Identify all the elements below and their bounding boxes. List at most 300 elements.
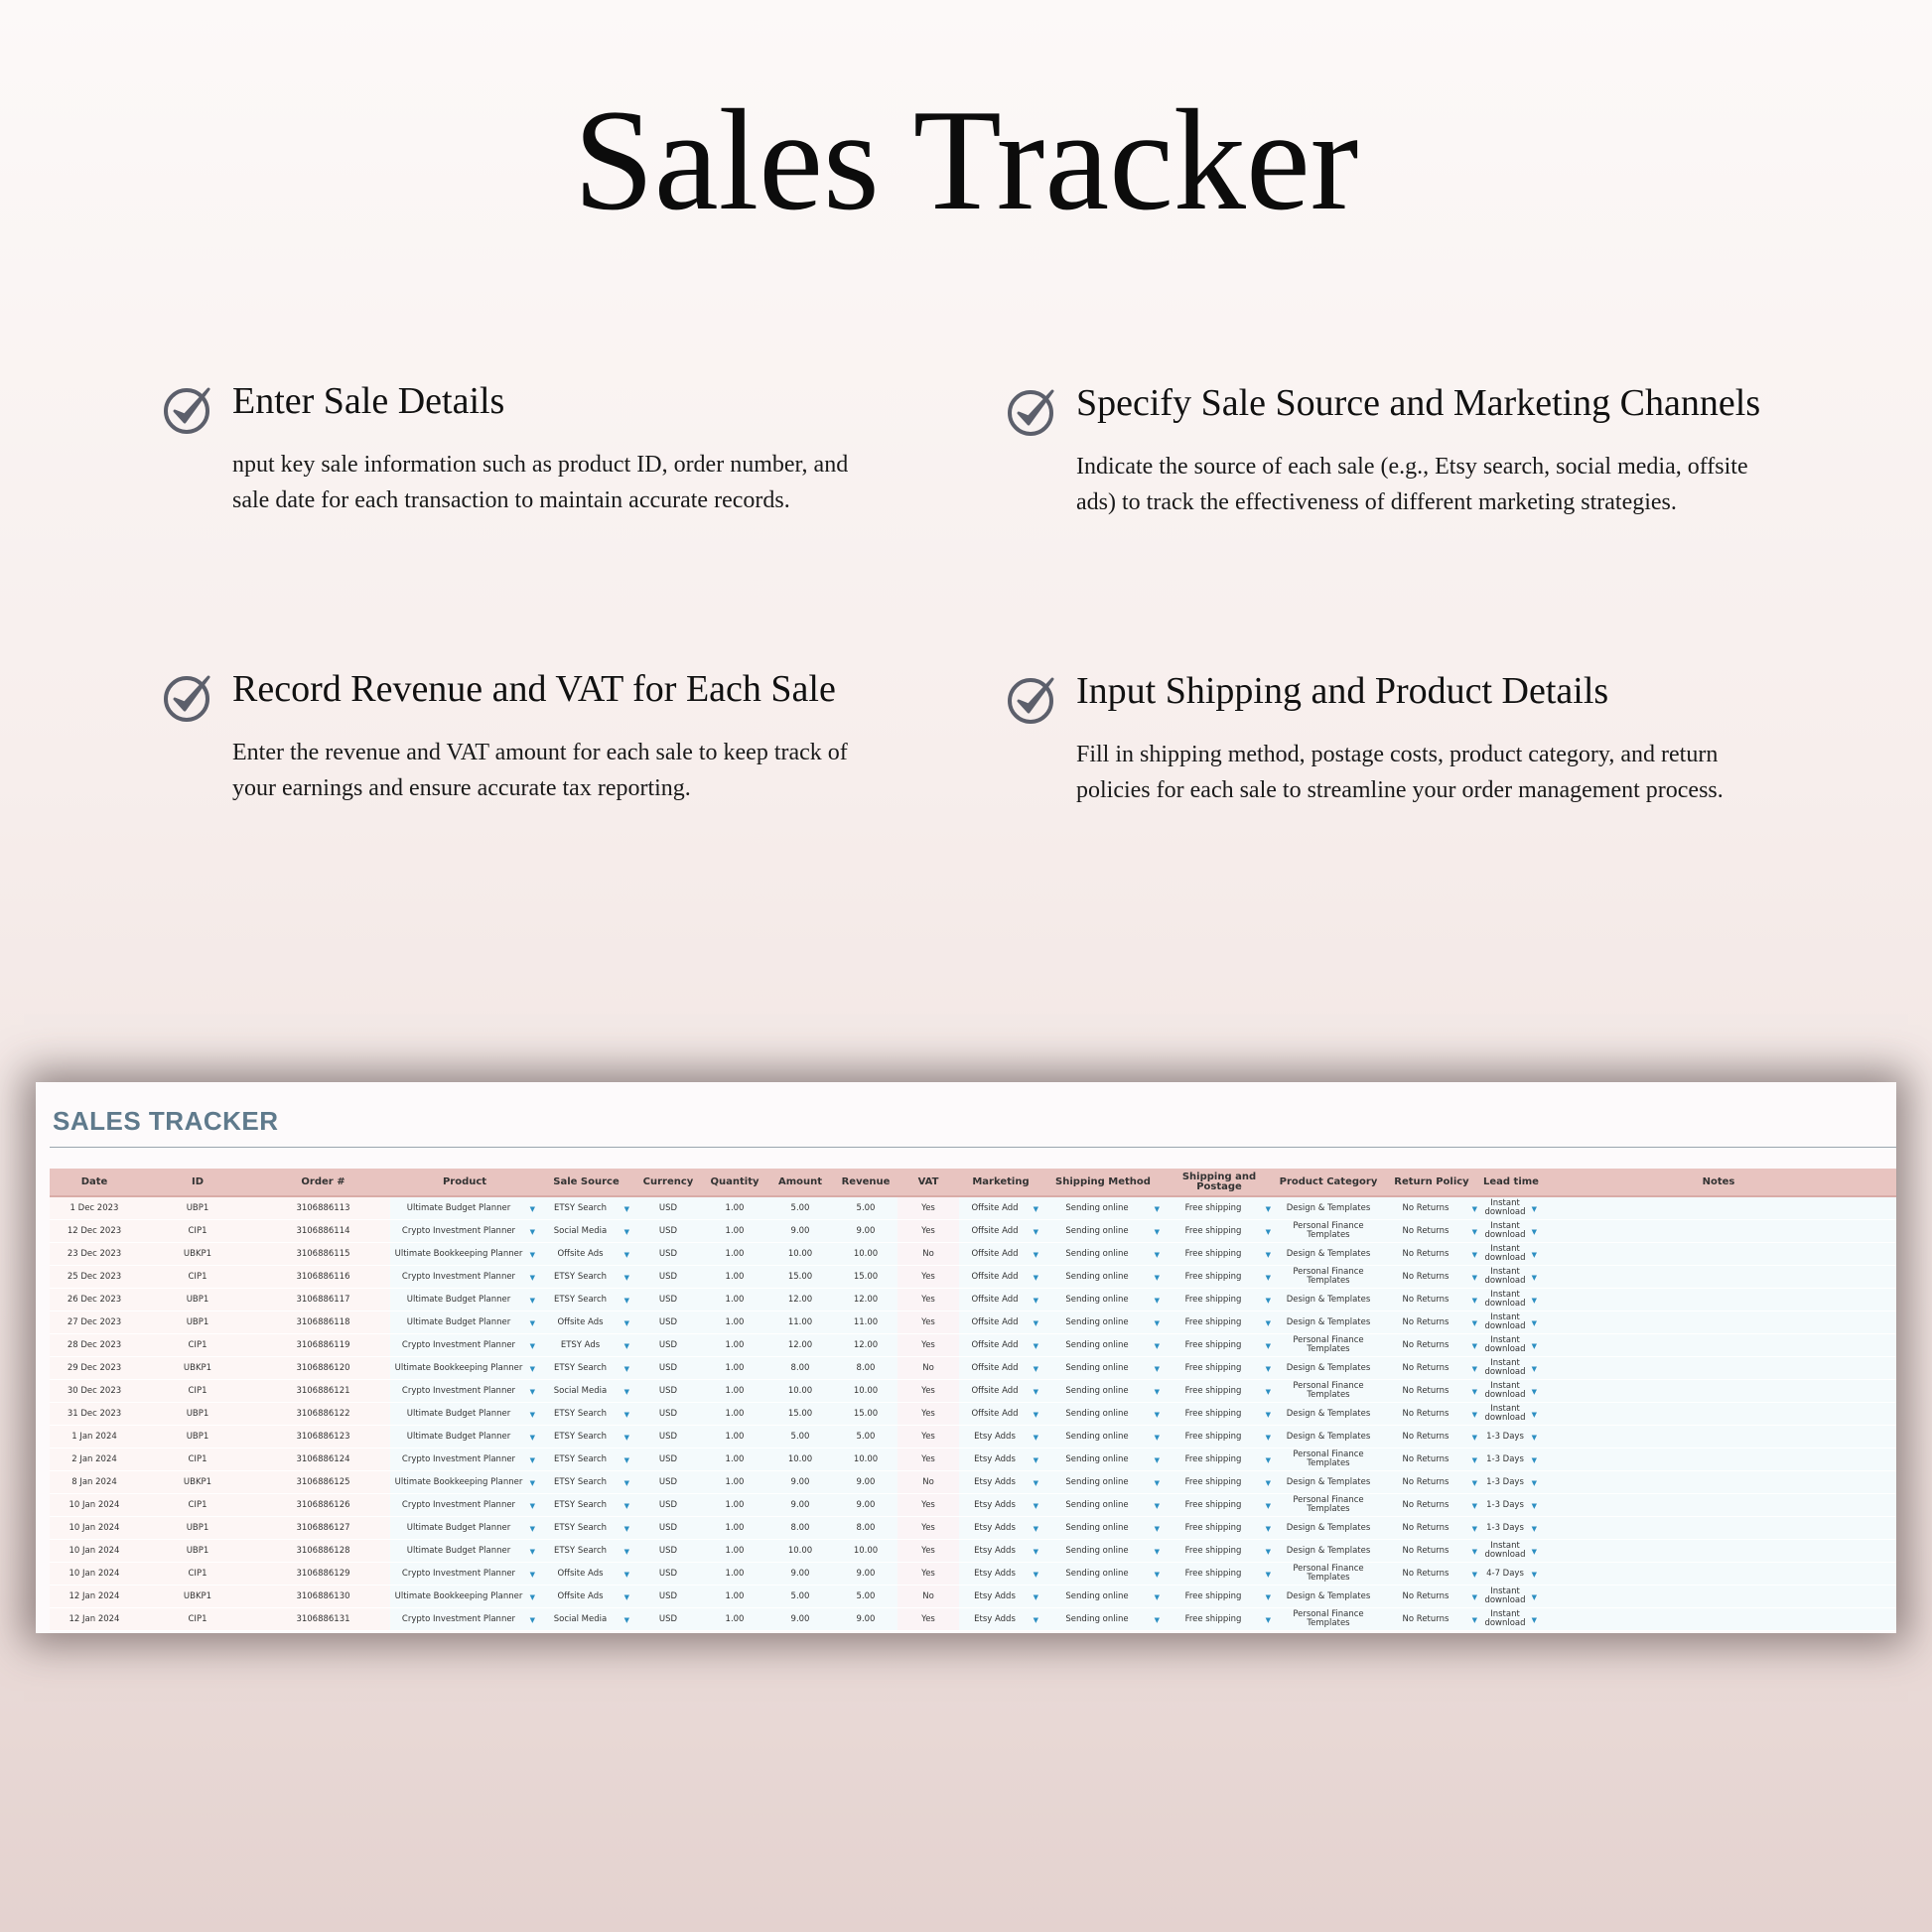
table-cell[interactable] — [633, 1540, 703, 1563]
table-cell[interactable] — [1275, 1540, 1382, 1563]
dropdown-cell[interactable] — [1384, 1615, 1479, 1624]
table-cell[interactable] — [390, 1220, 539, 1243]
table-cell[interactable] — [50, 1540, 139, 1563]
dropdown-caret-icon[interactable]: ▼ — [1154, 1593, 1160, 1601]
table-cell[interactable] — [1481, 1196, 1541, 1220]
table-cell[interactable] — [50, 1289, 139, 1311]
dropdown-cell[interactable] — [392, 1410, 537, 1419]
table-cell[interactable] — [959, 1449, 1042, 1471]
table-cell[interactable] — [539, 1243, 633, 1266]
dropdown-cell[interactable] — [1166, 1273, 1273, 1282]
dropdown-cell[interactable] — [961, 1227, 1040, 1236]
table-cell[interactable] — [897, 1608, 959, 1631]
dropdown-caret-icon[interactable]: ▼ — [1033, 1548, 1038, 1556]
table-cell[interactable] — [1382, 1563, 1481, 1586]
table-cell[interactable] — [1481, 1586, 1541, 1608]
table-cell[interactable] — [834, 1380, 897, 1403]
table-cell[interactable] — [539, 1266, 633, 1289]
table-cell[interactable] — [256, 1586, 390, 1608]
table-cell[interactable] — [50, 1266, 139, 1289]
table-cell[interactable] — [1481, 1540, 1541, 1563]
table-cell[interactable] — [1382, 1196, 1481, 1220]
table-cell[interactable] — [139, 1266, 256, 1289]
dropdown-cell[interactable] — [1384, 1204, 1479, 1213]
dropdown-cell[interactable] — [541, 1501, 631, 1510]
table-cell[interactable] — [539, 1196, 633, 1220]
dropdown-caret-icon[interactable]: ▼ — [1265, 1319, 1271, 1327]
dropdown-caret-icon[interactable]: ▼ — [623, 1411, 629, 1419]
dropdown-caret-icon[interactable]: ▼ — [1265, 1434, 1271, 1442]
table-cell[interactable] — [703, 1471, 766, 1494]
table-cell[interactable] — [1042, 1449, 1164, 1471]
dropdown-cell[interactable] — [1166, 1204, 1273, 1213]
table-cell[interactable] — [1481, 1517, 1541, 1540]
dropdown-cell[interactable] — [961, 1570, 1040, 1579]
dropdown-caret-icon[interactable]: ▼ — [1154, 1319, 1160, 1327]
table-cell[interactable] — [1042, 1403, 1164, 1426]
dropdown-caret-icon[interactable]: ▼ — [1531, 1228, 1537, 1236]
dropdown-cell[interactable] — [961, 1410, 1040, 1419]
table-cell[interactable] — [50, 1449, 139, 1471]
table-cell[interactable] — [834, 1289, 897, 1311]
dropdown-caret-icon[interactable]: ▼ — [1033, 1228, 1038, 1236]
dropdown-caret-icon[interactable]: ▼ — [623, 1365, 629, 1373]
table-cell[interactable] — [766, 1494, 834, 1517]
column-header[interactable]: Return Policy — [1382, 1169, 1481, 1196]
table-cell[interactable] — [703, 1540, 766, 1563]
table-cell[interactable] — [1042, 1426, 1164, 1449]
table-cell[interactable] — [1541, 1334, 1896, 1357]
dropdown-caret-icon[interactable]: ▼ — [1265, 1548, 1271, 1556]
table-cell[interactable] — [834, 1220, 897, 1243]
table-cell[interactable] — [539, 1426, 633, 1449]
table-cell[interactable] — [390, 1266, 539, 1289]
dropdown-cell[interactable] — [392, 1478, 537, 1487]
dropdown-caret-icon[interactable]: ▼ — [1265, 1228, 1271, 1236]
table-cell[interactable] — [1481, 1426, 1541, 1449]
dropdown-cell[interactable] — [1044, 1615, 1162, 1624]
dropdown-caret-icon[interactable]: ▼ — [1471, 1297, 1477, 1305]
table-cell[interactable] — [633, 1220, 703, 1243]
dropdown-caret-icon[interactable]: ▼ — [1154, 1548, 1160, 1556]
table-cell[interactable] — [390, 1380, 539, 1403]
table-cell[interactable] — [539, 1220, 633, 1243]
table-cell[interactable] — [256, 1403, 390, 1426]
dropdown-caret-icon[interactable]: ▼ — [623, 1342, 629, 1350]
table-cell[interactable] — [1481, 1449, 1541, 1471]
table-cell[interactable] — [766, 1426, 834, 1449]
dropdown-cell[interactable] — [541, 1341, 631, 1350]
table-cell[interactable] — [1382, 1403, 1481, 1426]
table-cell[interactable] — [1541, 1563, 1896, 1586]
table-cell[interactable] — [1164, 1357, 1275, 1380]
dropdown-cell[interactable] — [1166, 1592, 1273, 1601]
dropdown-caret-icon[interactable]: ▼ — [623, 1388, 629, 1396]
table-cell[interactable] — [766, 1334, 834, 1357]
table-cell[interactable] — [390, 1426, 539, 1449]
table-cell[interactable] — [897, 1563, 959, 1586]
dropdown-cell[interactable] — [1384, 1387, 1479, 1396]
column-header[interactable]: Currency — [633, 1169, 703, 1196]
dropdown-caret-icon[interactable]: ▼ — [1033, 1274, 1038, 1282]
table-cell[interactable] — [256, 1243, 390, 1266]
dropdown-cell[interactable] — [541, 1296, 631, 1305]
dropdown-caret-icon[interactable]: ▼ — [529, 1319, 535, 1327]
dropdown-cell[interactable] — [1483, 1359, 1539, 1377]
table-cell[interactable] — [539, 1334, 633, 1357]
table-cell[interactable] — [834, 1563, 897, 1586]
dropdown-caret-icon[interactable]: ▼ — [1154, 1365, 1160, 1373]
dropdown-cell[interactable] — [961, 1204, 1040, 1213]
dropdown-caret-icon[interactable]: ▼ — [1265, 1365, 1271, 1373]
table-cell[interactable] — [50, 1357, 139, 1380]
table-cell[interactable] — [1541, 1196, 1896, 1220]
dropdown-cell[interactable] — [392, 1524, 537, 1533]
table-cell[interactable] — [390, 1289, 539, 1311]
table-cell[interactable] — [50, 1426, 139, 1449]
dropdown-cell[interactable] — [541, 1273, 631, 1282]
dropdown-cell[interactable] — [392, 1250, 537, 1259]
table-cell[interactable] — [1541, 1540, 1896, 1563]
dropdown-cell[interactable] — [1483, 1405, 1539, 1423]
dropdown-caret-icon[interactable]: ▼ — [623, 1502, 629, 1510]
dropdown-caret-icon[interactable]: ▼ — [1154, 1388, 1160, 1396]
table-cell[interactable] — [539, 1380, 633, 1403]
dropdown-caret-icon[interactable]: ▼ — [529, 1388, 535, 1396]
table-cell[interactable] — [1382, 1380, 1481, 1403]
table-cell[interactable] — [50, 1243, 139, 1266]
dropdown-cell[interactable] — [1483, 1268, 1539, 1286]
table-cell[interactable] — [897, 1334, 959, 1357]
dropdown-caret-icon[interactable]: ▼ — [1154, 1274, 1160, 1282]
dropdown-caret-icon[interactable]: ▼ — [1531, 1274, 1537, 1282]
table-cell[interactable] — [959, 1586, 1042, 1608]
table-cell[interactable] — [1275, 1471, 1382, 1494]
table-cell[interactable] — [539, 1586, 633, 1608]
dropdown-cell[interactable] — [541, 1570, 631, 1579]
dropdown-cell[interactable] — [392, 1318, 537, 1327]
dropdown-cell[interactable] — [961, 1455, 1040, 1464]
table-cell[interactable] — [766, 1357, 834, 1380]
dropdown-caret-icon[interactable]: ▼ — [623, 1228, 629, 1236]
table-cell[interactable] — [1042, 1266, 1164, 1289]
dropdown-cell[interactable] — [1483, 1336, 1539, 1354]
table-cell[interactable] — [1275, 1220, 1382, 1243]
table-cell[interactable] — [1541, 1403, 1896, 1426]
table-cell[interactable] — [959, 1540, 1042, 1563]
table-cell[interactable] — [1164, 1471, 1275, 1494]
dropdown-caret-icon[interactable]: ▼ — [1154, 1434, 1160, 1442]
dropdown-cell[interactable] — [961, 1250, 1040, 1259]
dropdown-caret-icon[interactable]: ▼ — [623, 1593, 629, 1601]
dropdown-caret-icon[interactable]: ▼ — [623, 1479, 629, 1487]
table-cell[interactable] — [897, 1311, 959, 1334]
table-cell[interactable] — [1382, 1517, 1481, 1540]
table-cell[interactable] — [1541, 1311, 1896, 1334]
table-cell[interactable] — [766, 1608, 834, 1631]
table-cell[interactable] — [1481, 1243, 1541, 1266]
table-cell[interactable] — [1541, 1243, 1896, 1266]
table-cell[interactable] — [959, 1220, 1042, 1243]
table-cell[interactable] — [1541, 1586, 1896, 1608]
dropdown-cell[interactable] — [1166, 1250, 1273, 1259]
table-cell[interactable] — [50, 1403, 139, 1426]
table-cell[interactable] — [959, 1608, 1042, 1631]
table-cell[interactable] — [1164, 1311, 1275, 1334]
dropdown-cell[interactable] — [392, 1296, 537, 1305]
table-cell[interactable] — [139, 1540, 256, 1563]
dropdown-caret-icon[interactable]: ▼ — [623, 1434, 629, 1442]
table-cell[interactable] — [1382, 1426, 1481, 1449]
dropdown-cell[interactable] — [1166, 1524, 1273, 1533]
dropdown-cell[interactable] — [1166, 1387, 1273, 1396]
dropdown-cell[interactable] — [541, 1410, 631, 1419]
table-cell[interactable] — [50, 1517, 139, 1540]
column-header[interactable]: Amount — [766, 1169, 834, 1196]
table-cell[interactable] — [139, 1449, 256, 1471]
table-cell[interactable] — [1042, 1311, 1164, 1334]
table-cell[interactable] — [703, 1289, 766, 1311]
table-cell[interactable] — [834, 1517, 897, 1540]
table-cell[interactable] — [1164, 1586, 1275, 1608]
dropdown-caret-icon[interactable]: ▼ — [1471, 1456, 1477, 1464]
table-cell[interactable] — [766, 1449, 834, 1471]
table-cell[interactable] — [1042, 1243, 1164, 1266]
dropdown-cell[interactable] — [392, 1547, 537, 1556]
table-cell[interactable] — [256, 1380, 390, 1403]
table-cell[interactable] — [139, 1196, 256, 1220]
dropdown-cell[interactable] — [1166, 1433, 1273, 1442]
dropdown-caret-icon[interactable]: ▼ — [1033, 1616, 1038, 1624]
table-cell[interactable] — [633, 1196, 703, 1220]
column-header[interactable]: VAT — [897, 1169, 959, 1196]
table-cell[interactable] — [1275, 1311, 1382, 1334]
table-cell[interactable] — [50, 1334, 139, 1357]
table-cell[interactable] — [633, 1608, 703, 1631]
table-cell[interactable] — [139, 1289, 256, 1311]
dropdown-caret-icon[interactable]: ▼ — [1265, 1616, 1271, 1624]
dropdown-caret-icon[interactable]: ▼ — [1265, 1297, 1271, 1305]
table-cell[interactable] — [256, 1540, 390, 1563]
table-cell[interactable] — [633, 1586, 703, 1608]
dropdown-cell[interactable] — [1044, 1570, 1162, 1579]
table-cell[interactable] — [50, 1471, 139, 1494]
dropdown-cell[interactable] — [1483, 1610, 1539, 1628]
table-cell[interactable] — [539, 1608, 633, 1631]
dropdown-cell[interactable] — [1166, 1318, 1273, 1327]
table-cell[interactable] — [539, 1311, 633, 1334]
dropdown-cell[interactable] — [1166, 1547, 1273, 1556]
dropdown-caret-icon[interactable]: ▼ — [529, 1616, 535, 1624]
dropdown-caret-icon[interactable]: ▼ — [1154, 1205, 1160, 1213]
dropdown-cell[interactable] — [961, 1341, 1040, 1350]
table-cell[interactable] — [633, 1243, 703, 1266]
table-cell[interactable] — [959, 1243, 1042, 1266]
table-cell[interactable] — [539, 1289, 633, 1311]
dropdown-caret-icon[interactable]: ▼ — [1265, 1525, 1271, 1533]
table-cell[interactable] — [1275, 1563, 1382, 1586]
dropdown-caret-icon[interactable]: ▼ — [529, 1251, 535, 1259]
table-cell[interactable] — [703, 1357, 766, 1380]
table-cell[interactable] — [1382, 1540, 1481, 1563]
table-cell[interactable] — [959, 1196, 1042, 1220]
table-cell[interactable] — [766, 1563, 834, 1586]
dropdown-caret-icon[interactable]: ▼ — [529, 1434, 535, 1442]
dropdown-caret-icon[interactable]: ▼ — [529, 1228, 535, 1236]
table-cell[interactable] — [834, 1243, 897, 1266]
table-cell[interactable] — [766, 1380, 834, 1403]
column-header[interactable]: Date — [50, 1169, 139, 1196]
dropdown-cell[interactable] — [1483, 1501, 1539, 1510]
table-cell[interactable] — [897, 1196, 959, 1220]
column-header[interactable]: Shipping Method — [1042, 1169, 1164, 1196]
dropdown-caret-icon[interactable]: ▼ — [529, 1479, 535, 1487]
table-cell[interactable] — [703, 1494, 766, 1517]
table-cell[interactable] — [1275, 1380, 1382, 1403]
table-cell[interactable] — [1382, 1586, 1481, 1608]
dropdown-cell[interactable] — [541, 1455, 631, 1464]
table-cell[interactable] — [1164, 1540, 1275, 1563]
dropdown-cell[interactable] — [1483, 1291, 1539, 1309]
dropdown-caret-icon[interactable]: ▼ — [1154, 1251, 1160, 1259]
dropdown-cell[interactable] — [961, 1547, 1040, 1556]
table-cell[interactable] — [390, 1357, 539, 1380]
dropdown-caret-icon[interactable]: ▼ — [623, 1274, 629, 1282]
dropdown-cell[interactable] — [1483, 1313, 1539, 1331]
column-header[interactable]: Quantity — [703, 1169, 766, 1196]
column-header[interactable]: Shipping and Postage — [1164, 1169, 1275, 1196]
dropdown-caret-icon[interactable]: ▼ — [1033, 1365, 1038, 1373]
table-cell[interactable] — [1382, 1311, 1481, 1334]
dropdown-cell[interactable] — [392, 1273, 537, 1282]
column-header[interactable]: Sale Source — [539, 1169, 633, 1196]
table-cell[interactable] — [1275, 1494, 1382, 1517]
dropdown-caret-icon[interactable]: ▼ — [1265, 1593, 1271, 1601]
dropdown-cell[interactable] — [541, 1387, 631, 1396]
table-cell[interactable] — [50, 1494, 139, 1517]
table-cell[interactable] — [633, 1403, 703, 1426]
table-cell[interactable] — [959, 1471, 1042, 1494]
dropdown-cell[interactable] — [1384, 1524, 1479, 1533]
dropdown-caret-icon[interactable]: ▼ — [529, 1571, 535, 1579]
table-cell[interactable] — [959, 1266, 1042, 1289]
table-cell[interactable] — [139, 1426, 256, 1449]
dropdown-caret-icon[interactable]: ▼ — [529, 1205, 535, 1213]
table-cell[interactable] — [633, 1449, 703, 1471]
table-cell[interactable] — [390, 1449, 539, 1471]
dropdown-caret-icon[interactable]: ▼ — [1033, 1593, 1038, 1601]
table-cell[interactable] — [139, 1220, 256, 1243]
table-cell[interactable] — [897, 1380, 959, 1403]
table-cell[interactable] — [959, 1403, 1042, 1426]
dropdown-cell[interactable] — [1483, 1222, 1539, 1240]
table-cell[interactable] — [539, 1357, 633, 1380]
table-cell[interactable] — [50, 1586, 139, 1608]
dropdown-caret-icon[interactable]: ▼ — [529, 1502, 535, 1510]
dropdown-caret-icon[interactable]: ▼ — [1265, 1251, 1271, 1259]
table-cell[interactable] — [1164, 1243, 1275, 1266]
table-cell[interactable] — [766, 1540, 834, 1563]
dropdown-caret-icon[interactable]: ▼ — [529, 1297, 535, 1305]
dropdown-cell[interactable] — [1166, 1410, 1273, 1419]
table-cell[interactable] — [959, 1494, 1042, 1517]
table-cell[interactable] — [1541, 1471, 1896, 1494]
dropdown-caret-icon[interactable]: ▼ — [1154, 1502, 1160, 1510]
dropdown-caret-icon[interactable]: ▼ — [1033, 1342, 1038, 1350]
dropdown-caret-icon[interactable]: ▼ — [623, 1319, 629, 1327]
table-cell[interactable] — [766, 1243, 834, 1266]
table-cell[interactable] — [539, 1403, 633, 1426]
dropdown-caret-icon[interactable]: ▼ — [1471, 1388, 1477, 1396]
table-cell[interactable] — [256, 1311, 390, 1334]
dropdown-cell[interactable] — [392, 1433, 537, 1442]
dropdown-caret-icon[interactable]: ▼ — [623, 1525, 629, 1533]
table-cell[interactable] — [1042, 1586, 1164, 1608]
dropdown-cell[interactable] — [1044, 1524, 1162, 1533]
table-cell[interactable] — [1382, 1243, 1481, 1266]
column-header[interactable]: ID — [139, 1169, 256, 1196]
table-cell[interactable] — [1382, 1494, 1481, 1517]
table-cell[interactable] — [633, 1517, 703, 1540]
table-cell[interactable] — [633, 1266, 703, 1289]
dropdown-cell[interactable] — [1166, 1341, 1273, 1350]
table-cell[interactable] — [1541, 1494, 1896, 1517]
table-cell[interactable] — [1382, 1220, 1481, 1243]
dropdown-caret-icon[interactable]: ▼ — [1531, 1411, 1537, 1419]
dropdown-caret-icon[interactable]: ▼ — [1265, 1456, 1271, 1464]
table-cell[interactable] — [1481, 1311, 1541, 1334]
table-cell[interactable] — [139, 1403, 256, 1426]
dropdown-cell[interactable] — [1384, 1547, 1479, 1556]
table-cell[interactable] — [897, 1517, 959, 1540]
dropdown-cell[interactable] — [1384, 1296, 1479, 1305]
dropdown-cell[interactable] — [1483, 1199, 1539, 1217]
dropdown-cell[interactable] — [1044, 1547, 1162, 1556]
dropdown-cell[interactable] — [1044, 1387, 1162, 1396]
table-cell[interactable] — [1481, 1380, 1541, 1403]
table-cell[interactable] — [1164, 1608, 1275, 1631]
dropdown-caret-icon[interactable]: ▼ — [529, 1411, 535, 1419]
table-cell[interactable] — [256, 1608, 390, 1631]
table-cell[interactable] — [703, 1334, 766, 1357]
table-cell[interactable] — [959, 1357, 1042, 1380]
dropdown-cell[interactable] — [961, 1318, 1040, 1327]
table-cell[interactable] — [1382, 1471, 1481, 1494]
table-cell[interactable] — [139, 1471, 256, 1494]
dropdown-cell[interactable] — [1044, 1433, 1162, 1442]
table-cell[interactable] — [256, 1289, 390, 1311]
dropdown-cell[interactable] — [1166, 1227, 1273, 1236]
table-cell[interactable] — [897, 1220, 959, 1243]
dropdown-cell[interactable] — [1384, 1592, 1479, 1601]
table-cell[interactable] — [766, 1266, 834, 1289]
dropdown-caret-icon[interactable]: ▼ — [1471, 1319, 1477, 1327]
dropdown-cell[interactable] — [392, 1615, 537, 1624]
dropdown-caret-icon[interactable]: ▼ — [623, 1456, 629, 1464]
dropdown-caret-icon[interactable]: ▼ — [1471, 1251, 1477, 1259]
table-cell[interactable] — [50, 1220, 139, 1243]
dropdown-cell[interactable] — [1166, 1455, 1273, 1464]
dropdown-caret-icon[interactable]: ▼ — [1531, 1251, 1537, 1259]
dropdown-cell[interactable] — [1044, 1592, 1162, 1601]
table-cell[interactable] — [633, 1563, 703, 1586]
table-cell[interactable] — [256, 1196, 390, 1220]
dropdown-caret-icon[interactable]: ▼ — [623, 1297, 629, 1305]
dropdown-caret-icon[interactable]: ▼ — [1531, 1434, 1537, 1442]
table-cell[interactable] — [1541, 1608, 1896, 1631]
dropdown-cell[interactable] — [541, 1433, 631, 1442]
table-cell[interactable] — [1164, 1220, 1275, 1243]
